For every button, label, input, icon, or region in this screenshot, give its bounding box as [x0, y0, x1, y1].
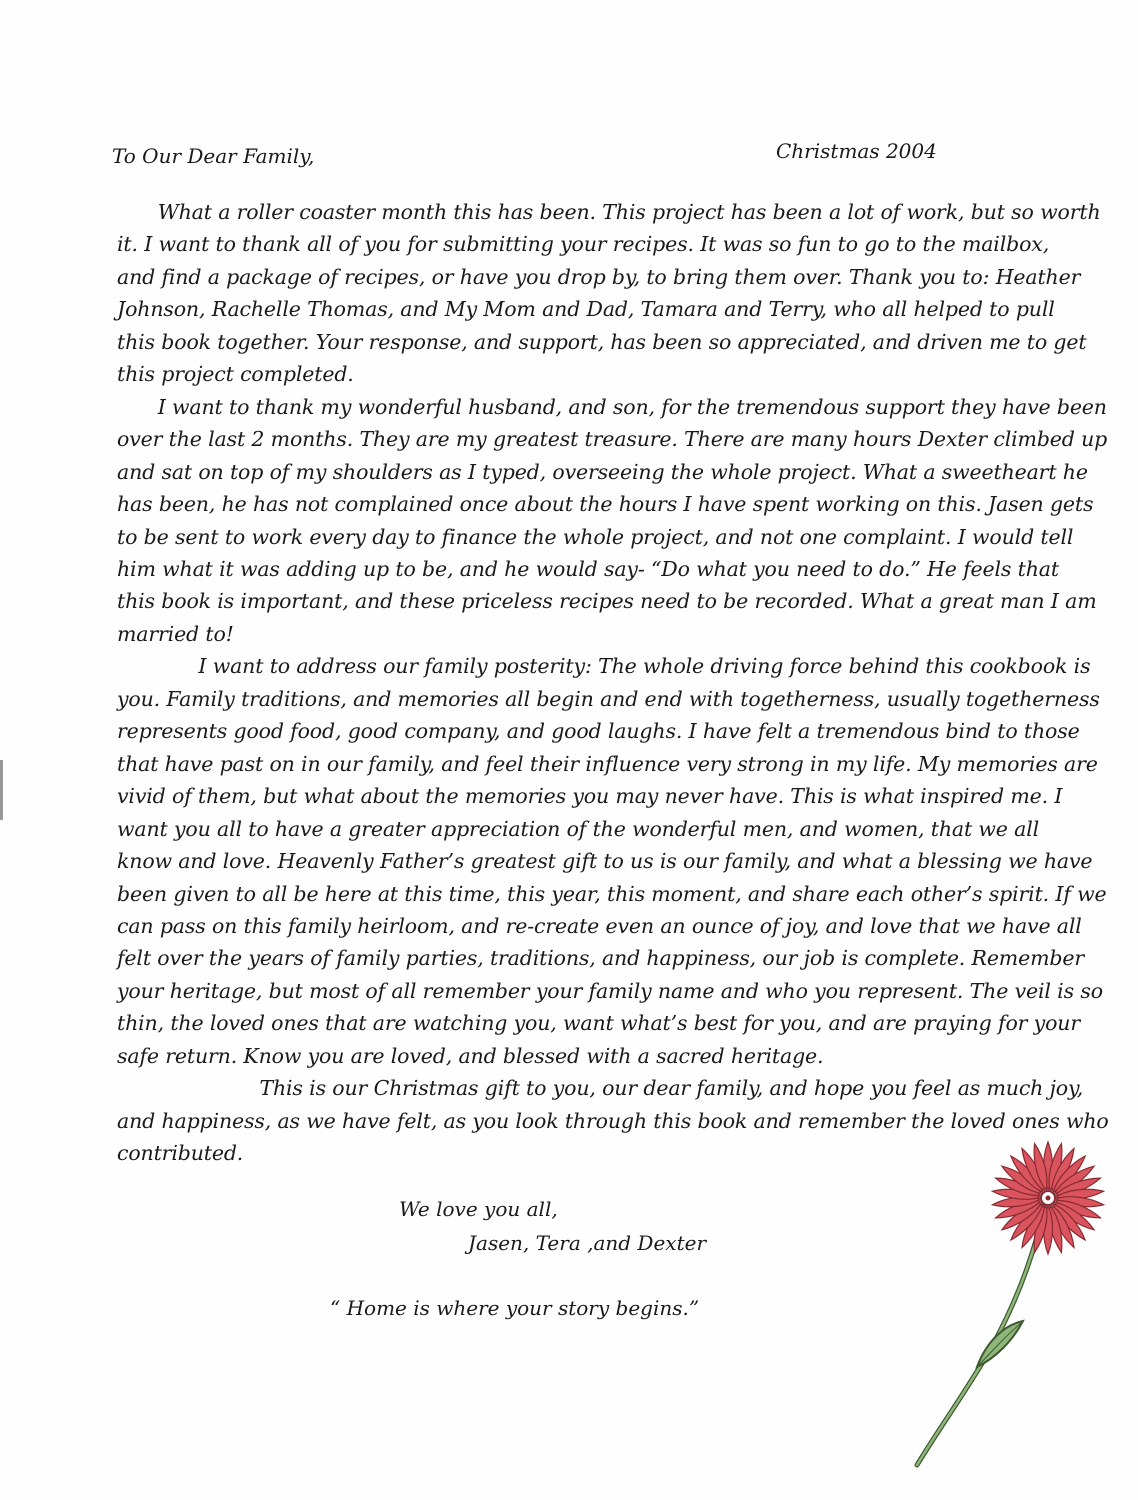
- body-line: can pass on this family heirloom, and re-create even an ounce of joy, and love that we have all: [117, 913, 1082, 938]
- body-line: thin, the loved ones that are watching you, want what’s best for you, and are praying for your: [117, 1011, 1080, 1036]
- body-line: want you all to have a greater appreciation of the wonderful men, and women, that we all: [117, 816, 1040, 841]
- body-line: Johnson, Rachelle Thomas, and My Mom and Dad, Tamara and Terry, who all helped to pull: [117, 297, 1055, 322]
- body-line: This is our Christmas gift to you, our dear family, and hope you feel as much joy,: [117, 1076, 1084, 1101]
- body-line: I want to thank my wonderful husband, and son, for the tremendous support they have been: [117, 394, 1107, 419]
- body-line: this project completed.: [117, 362, 354, 387]
- body-line: safe return. Know you are loved, and blessed with a sacred heritage.: [117, 1043, 824, 1068]
- body-line: know and love. Heavenly Father’s greatest gift to us is our family, and what a blessing we have: [117, 849, 1093, 874]
- body-line: contributed.: [117, 1141, 244, 1166]
- letter-body: [117, 196, 1109, 1170]
- body-line: you. Family traditions, and memories all begin and end with togetherness, usually togetherness: [117, 686, 1100, 711]
- scan-edge-mark: [0, 760, 3, 820]
- body-line: and happiness, as we have felt, as you look through this book and remember the loved ones who: [117, 1108, 1109, 1133]
- body-line: him what it was adding up to be, and he would say- “Do what you need to do.” He feels that: [117, 556, 1059, 581]
- body-line: and find a package of recipes, or have you drop by, to bring them over. Thank you to: Heather: [117, 264, 1081, 289]
- body-line: represents good food, good company, and good laughs. I have felt a tremendous bind to those: [117, 719, 1080, 744]
- signature: Jasen, Tera ,and Dexter: [468, 1231, 707, 1255]
- salutation: To Our Dear Family,: [112, 144, 315, 168]
- body-line: vivid of them, but what about the memories you may never have. This is what inspired me. I: [117, 784, 1063, 809]
- body-line: and sat on top of my shoulders as I typed, overseeing the whole project. What a sweetheart he: [117, 459, 1088, 484]
- closing: We love you all,: [399, 1197, 558, 1221]
- body-line: this book is important, and these priceless recipes need to be recorded. What a great man I am: [117, 589, 1097, 614]
- body-line: that have past on in our family, and feel their influence very strong in my life. My memories are: [117, 751, 1098, 776]
- red-daisy-icon: [905, 1135, 1105, 1475]
- body-line: it. I want to thank all of you for submitting your recipes. It was so fun to go to the mailbox,: [117, 232, 1050, 257]
- body-line: felt over the years of family parties, traditions, and happiness, our job is complete. Remember: [117, 946, 1084, 971]
- body-line: been given to all be here at this time, this year, this moment, and share each other’s spirit. If we: [117, 881, 1107, 906]
- flower-center: [1041, 1191, 1055, 1205]
- body-line: your heritage, but most of all remember your family name and who you represent. The veil is so: [117, 978, 1103, 1003]
- body-line: What a roller coaster month this has been. This project has been a lot of work, but so worth: [117, 200, 1101, 224]
- body-line: I want to address our family posterity: The whole driving force behind this cookbook is: [117, 654, 1091, 679]
- body-line: to be sent to work every day to finance the whole project, and not one complaint. I would tell: [117, 524, 1074, 549]
- body-line: over the last 2 months. They are my greatest treasure. There are many hours Dexter climbed up: [117, 427, 1108, 452]
- body-line: this book together. Your response, and support, has been so appreciated, and driven me to get: [117, 329, 1087, 354]
- body-line: has been, he has not complained once about the hours I have spent working on this. Jasen gets: [117, 492, 1094, 517]
- closing-quote: “ Home is where your story begins.”: [330, 1296, 700, 1320]
- letter-date: Christmas 2004: [776, 139, 937, 163]
- body-line: married to!: [117, 621, 234, 646]
